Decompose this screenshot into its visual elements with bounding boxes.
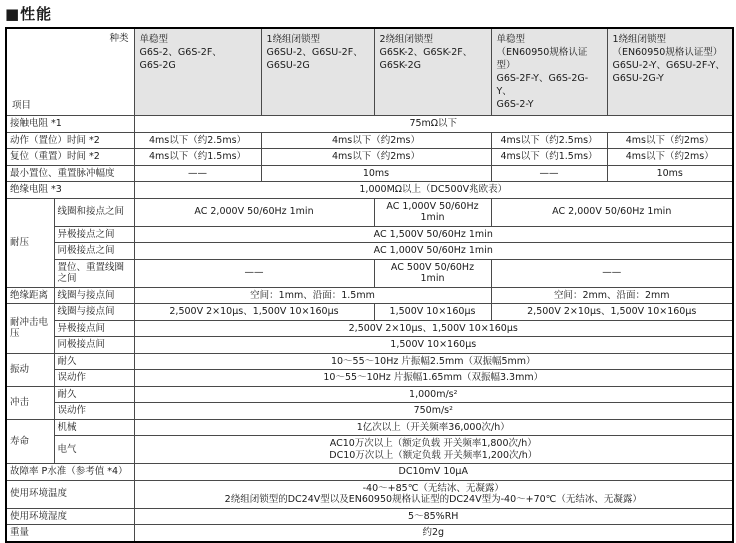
spec-value: 4ms以下（约1.5ms）	[134, 149, 261, 166]
spec-value: 1亿次以上（开关频率36,000次/h）	[134, 419, 733, 436]
column-header-line: G6SU-2G	[266, 60, 310, 71]
row-group-label: 冲击	[6, 386, 54, 419]
row-label: 故障率 P水准（参考值 *4）	[6, 464, 134, 481]
spec-value-line: -40～+85℃（无结冰、无凝露）	[362, 482, 504, 494]
spec-value: 4ms以下（约2ms）	[607, 132, 733, 149]
spec-value: 5～85%RH	[134, 508, 733, 525]
row-label: 接触电阻 *1	[6, 116, 134, 133]
spec-value: AC 2,000V 50/60Hz 1min	[134, 198, 374, 226]
spec-row-shock-durability	[6, 386, 733, 403]
spec-value: 1,000m/s²	[134, 386, 733, 403]
spec-value: AC 1,000V 50/60Hz 1min	[374, 198, 491, 226]
spec-row-surge-different-polarity	[6, 320, 733, 337]
corner-label-type: 种类	[109, 33, 129, 44]
spec-row-dielectric-coil-contacts	[6, 198, 733, 226]
row-sublabel: 线圈与接点间	[54, 287, 134, 304]
spec-value: ——	[134, 165, 261, 182]
spec-value: 750m/s²	[134, 403, 733, 420]
spec-value: 10～55～10Hz 片振幅1.65mm（双振幅3.3mm）	[134, 370, 733, 387]
spec-row-dielectric-set-reset-coils	[6, 259, 733, 287]
row-sublabel: 同极接点间	[54, 337, 134, 354]
spec-row-shock-malfunction	[6, 403, 733, 420]
spec-value-line: AC10万次以上（额定负载 开关频率1,800次/h）	[329, 438, 537, 449]
column-header-line: G6S-2G	[139, 60, 176, 71]
spec-value: 4ms以下（约2ms）	[261, 149, 491, 166]
spec-value: 空间：1mm、沿面：1.5mm	[134, 287, 491, 304]
spec-row-dielectric-same-polarity	[6, 243, 733, 260]
column-header-line: G6SK-2G	[379, 60, 422, 71]
row-group-label: 耐冲击电压	[6, 304, 54, 354]
spec-row-vibration-malfunction	[6, 370, 733, 387]
column-header-line: 2绕组闭锁型	[379, 34, 434, 45]
spec-row-failure-rate	[6, 464, 733, 481]
column-header-line: 单稳型	[139, 34, 169, 45]
row-sublabel: 耐久	[54, 386, 134, 403]
spec-value-line: DC10万次以上（额定负载 开关频率1,200次/h）	[329, 449, 538, 461]
spec-value	[134, 436, 733, 464]
column-header-2coil-latching	[374, 28, 491, 116]
row-label: 重量	[6, 525, 134, 542]
spec-row-surge-coil-contacts	[6, 304, 733, 321]
spec-value: 1,500V 10×160µs	[134, 337, 733, 354]
row-sublabel: 异极接点间	[54, 320, 134, 337]
row-sublabel: 置位、重置线圈之间	[54, 259, 134, 287]
spec-value: 10ms	[261, 165, 491, 182]
spec-value: 10ms	[607, 165, 733, 182]
spec-row-insulation-distance	[6, 287, 733, 304]
column-header-line: G6SU-2、G6SU-2F、	[266, 47, 363, 58]
row-label: 绝缘电阻 *3	[6, 182, 134, 199]
spec-value: AC 2,000V 50/60Hz 1min	[491, 198, 733, 226]
row-group-label: 寿命	[6, 419, 54, 464]
spec-value: 75mΩ以下	[134, 116, 733, 133]
spec-row-dielectric-different-polarity	[6, 226, 733, 243]
spec-row-life-mechanical	[6, 419, 733, 436]
spec-row-contact-resistance	[6, 116, 733, 133]
spec-row-operate-set-time	[6, 132, 733, 149]
row-group-label: 耐压	[6, 198, 54, 287]
spec-value-line: 2绕组闭锁型的DC24V型以及EN60950规格认证型的DC24V型为-40～+70℃（无结冰、无凝露）	[224, 494, 642, 505]
row-sublabel: 误动作	[54, 370, 134, 387]
spec-row-weight	[6, 525, 733, 542]
spec-value: AC 1,500V 50/60Hz 1min	[134, 226, 733, 243]
spec-value	[134, 480, 733, 508]
column-header-monostable-en60950	[491, 28, 607, 116]
corner-label-item: 项目	[12, 100, 32, 111]
row-sublabel: 耐久	[54, 353, 134, 370]
row-sublabel: 同极接点之间	[54, 243, 134, 260]
column-header-line: （EN60950规格认证型）	[612, 47, 723, 58]
corner-cell	[6, 28, 134, 116]
spec-row-vibration-durability	[6, 353, 733, 370]
row-group-label: 绝缘距离	[6, 287, 54, 304]
spec-value: ——	[491, 259, 733, 287]
spec-value: 4ms以下（约2ms）	[607, 149, 733, 166]
performance-spec-table	[5, 27, 734, 543]
column-header-line: G6SU-2G-Y	[612, 73, 664, 84]
spec-value: 4ms以下（约2.5ms）	[491, 132, 607, 149]
spec-value: 4ms以下（约2.5ms）	[134, 132, 261, 149]
spec-value: AC 1,000V 50/60Hz 1min	[134, 243, 733, 260]
row-group-label: 振动	[6, 353, 54, 386]
spec-value: 4ms以下（约1.5ms）	[491, 149, 607, 166]
row-sublabel: 线圈和接点之间	[54, 198, 134, 226]
spec-value: 4ms以下（约2ms）	[261, 132, 491, 149]
spec-value: ——	[491, 165, 607, 182]
spec-value: ——	[134, 259, 374, 287]
spec-value: 1,500V 10×160µs	[374, 304, 491, 321]
spec-value: 10～55～10Hz 片振幅2.5mm（双振幅5mm）	[134, 353, 733, 370]
column-header-monostable	[134, 28, 261, 116]
spec-row-ambient-temperature	[6, 480, 733, 508]
row-label: 使用环境湿度	[6, 508, 134, 525]
column-header-line: G6S-2-Y	[496, 99, 534, 110]
page-title: ■性能	[5, 5, 53, 23]
column-header-line: （EN60950规格认证型）	[496, 47, 588, 71]
column-header-line: 1绕组闭锁型	[266, 34, 321, 45]
row-label: 动作（置位）时间 *2	[6, 132, 134, 149]
spec-value: AC 500V 50/60Hz 1min	[374, 259, 491, 287]
spec-row-ambient-humidity	[6, 508, 733, 525]
spec-row-insulation-resistance	[6, 182, 733, 199]
row-label: 使用环境温度	[6, 480, 134, 508]
spec-row-surge-same-polarity	[6, 337, 733, 354]
spec-value: 2,500V 2×10µs、1,500V 10×160µs	[134, 320, 733, 337]
spec-row-release-reset-time	[6, 149, 733, 166]
spec-row-min-pulse-width	[6, 165, 733, 182]
header-row	[6, 28, 733, 116]
row-sublabel: 异极接点之间	[54, 226, 134, 243]
spec-value: 空间：2mm、沿面：2mm	[491, 287, 733, 304]
column-header-line: G6S-2、G6S-2F、	[139, 47, 222, 58]
spec-value: 2,500V 2×10µs、1,500V 10×160µs	[134, 304, 374, 321]
column-header-1coil-latching-en60950	[607, 28, 733, 116]
column-header-1coil-latching	[261, 28, 374, 116]
spec-value: 1,000MΩ以上（DC500V兆欧表）	[134, 182, 733, 199]
column-header-line: G6SU-2-Y、G6SU-2F-Y、	[612, 60, 725, 71]
row-sublabel: 线圈与接点间	[54, 304, 134, 321]
spec-value: 约2g	[134, 525, 733, 542]
column-header-line: 单稳型	[496, 34, 526, 45]
row-label: 最小置位、重置脉冲幅度	[6, 165, 134, 182]
spec-value: DC10mV 10µA	[134, 464, 733, 481]
column-header-line: 1绕组闭锁型	[612, 34, 667, 45]
spec-value: 2,500V 2×10µs、1,500V 10×160µs	[491, 304, 733, 321]
row-label: 复位（重置）时间 *2	[6, 149, 134, 166]
column-header-line: G6S-2F-Y、G6S-2G-Y、	[496, 73, 589, 97]
column-header-line: G6SK-2、G6SK-2F、	[379, 47, 473, 58]
spec-row-life-electrical	[6, 436, 733, 464]
row-sublabel: 误动作	[54, 403, 134, 420]
row-sublabel: 电气	[54, 436, 134, 464]
row-sublabel: 机械	[54, 419, 134, 436]
